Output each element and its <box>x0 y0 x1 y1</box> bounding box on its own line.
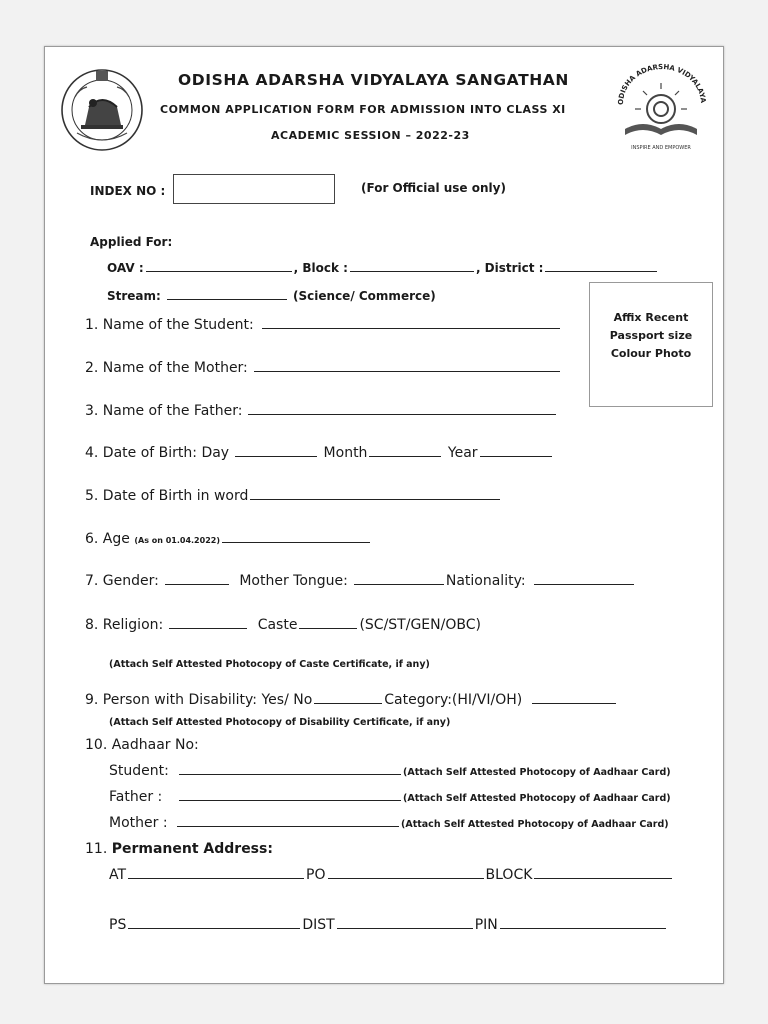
dob-month-label: Month <box>323 445 368 461</box>
aadhaar-father-label: Father : <box>109 789 163 805</box>
gender-field[interactable] <box>165 583 229 585</box>
official-use-note: (For Official use only) <box>361 181 506 195</box>
student-name-row <box>85 317 562 333</box>
nationality-field[interactable] <box>534 583 634 585</box>
aadhaar-mother-field[interactable] <box>177 825 399 827</box>
dob-day-label: 4. Date of Birth: Day <box>85 445 230 461</box>
gender-label: 7. Gender: <box>85 573 159 589</box>
gender-row <box>85 573 636 589</box>
applied-for-heading: Applied For: <box>90 235 173 249</box>
block-label: , Block : <box>293 261 348 275</box>
dob-year-field[interactable] <box>480 455 552 457</box>
disability-certificate-note: (Attach Self Attested Photocopy of Disability Certificate, if any) <box>109 717 451 728</box>
address-at-label: AT <box>109 867 127 883</box>
aadhaar-student-row <box>109 763 671 779</box>
index-no-box[interactable] <box>173 174 335 204</box>
logo-arc-text: ODISHA ADARSHA VIDYALAYA <box>616 63 708 106</box>
aadhaar-student-label: Student: <box>109 763 169 779</box>
mother-name-row <box>85 360 562 376</box>
address-po-label: PO <box>306 867 326 883</box>
mother-tongue-field[interactable] <box>354 583 444 585</box>
photo-line-2: Passport size <box>609 329 693 342</box>
aadhaar-father-field[interactable] <box>179 799 401 801</box>
caste-options: (SC/ST/GEN/OBC) <box>359 617 481 633</box>
oav-row <box>107 261 659 275</box>
disability-row <box>85 692 618 708</box>
stream-field[interactable] <box>167 298 287 300</box>
caste-field[interactable] <box>299 627 357 629</box>
stream-row <box>107 289 436 303</box>
age-note: (As on 01.04.2022) <box>134 536 220 545</box>
address-ps-field[interactable] <box>128 927 300 929</box>
mother-tongue-label: Mother Tongue: <box>239 573 348 589</box>
dob-year-label: Year <box>447 445 478 461</box>
district-label: , District : <box>475 261 544 275</box>
dob-words-row <box>85 488 502 504</box>
father-name-label: 3. Name of the Father: <box>85 403 243 419</box>
photo-box[interactable] <box>589 282 713 407</box>
permanent-address-number: 11. <box>85 841 108 857</box>
address-dist-label: DIST <box>302 917 335 933</box>
permanent-address-label: Permanent Address: <box>111 841 273 857</box>
address-block-label: BLOCK <box>485 867 533 883</box>
svg-text:ODISHA ADARSHA VIDYALAYA <box>617 63 707 105</box>
religion-label: 8. Religion: <box>85 617 164 633</box>
father-name-field[interactable] <box>248 413 556 415</box>
stream-options: (Science/ Commerce) <box>293 289 436 303</box>
disability-field[interactable] <box>314 702 382 704</box>
permanent-address-heading <box>85 841 273 857</box>
address-dist-field[interactable] <box>337 927 473 929</box>
dob-words-field[interactable] <box>250 498 500 500</box>
address-ps-label: PS <box>109 917 127 933</box>
address-row-1 <box>109 867 674 883</box>
odisha-state-emblem-icon <box>59 67 145 153</box>
form-title: ODISHA ADARSHA VIDYALAYA SANGATHAN <box>178 71 569 89</box>
address-row-2 <box>109 917 668 933</box>
caste-certificate-note: (Attach Self Attested Photocopy of Caste Certificate, if any) <box>109 659 430 670</box>
district-field[interactable] <box>545 270 657 272</box>
oav-field[interactable] <box>146 270 292 272</box>
index-no-label: INDEX NO : <box>90 184 166 198</box>
disability-label: 9. Person with Disability: Yes/ No <box>85 692 313 708</box>
disability-category-field[interactable] <box>532 702 616 704</box>
photo-line-3: Colour Photo <box>610 347 692 360</box>
aadhaar-mother-note: (Attach Self Attested Photocopy of Aadhaar Card) <box>401 819 669 830</box>
age-field[interactable] <box>222 541 370 543</box>
photo-line-1: Affix Recent <box>613 311 689 324</box>
block-field[interactable] <box>350 270 474 272</box>
dob-day-field[interactable] <box>235 455 317 457</box>
mother-name-field[interactable] <box>254 370 560 372</box>
religion-row <box>85 617 481 633</box>
stream-label: Stream: <box>107 289 161 303</box>
mother-name-label: 2. Name of the Mother: <box>85 360 248 376</box>
address-block-field[interactable] <box>534 877 672 879</box>
oav-logo-icon <box>611 63 711 155</box>
aadhaar-heading: 10. Aadhaar No: <box>85 737 199 753</box>
oav-label: OAV : <box>107 261 144 275</box>
age-row <box>85 531 372 547</box>
caste-label: Caste <box>257 617 298 633</box>
address-po-field[interactable] <box>328 877 484 879</box>
aadhaar-father-note: (Attach Self Attested Photocopy of Aadhaar Card) <box>403 793 671 804</box>
form-subtitle: COMMON APPLICATION FORM FOR ADMISSION INTO CLASS XI <box>160 103 566 116</box>
address-pin-label: PIN <box>474 917 498 933</box>
aadhaar-father-row <box>109 789 671 805</box>
age-label: 6. Age <box>85 531 130 547</box>
student-name-field[interactable] <box>262 327 560 329</box>
aadhaar-student-field[interactable] <box>179 773 401 775</box>
aadhaar-student-note: (Attach Self Attested Photocopy of Aadhaar Card) <box>403 767 671 778</box>
student-name-label: 1. Name of the Student: <box>85 317 254 333</box>
disability-category-label: Category:(HI/VI/OH) <box>384 692 523 708</box>
aadhaar-mother-row <box>109 815 669 831</box>
dob-words-label: 5. Date of Birth in word <box>85 488 249 504</box>
dob-month-field[interactable] <box>369 455 441 457</box>
nationality-label: Nationality: <box>445 573 526 589</box>
religion-field[interactable] <box>169 627 247 629</box>
academic-session: ACADEMIC SESSION – 2022-23 <box>271 129 470 142</box>
address-pin-field[interactable] <box>500 927 666 929</box>
aadhaar-mother-label: Mother : <box>109 815 168 831</box>
address-at-field[interactable] <box>128 877 304 879</box>
logo-tagline: INSPIRE AND EMPOWER <box>631 145 691 151</box>
dob-row <box>85 445 554 461</box>
father-name-row <box>85 403 558 419</box>
application-form-sheet <box>44 46 724 984</box>
